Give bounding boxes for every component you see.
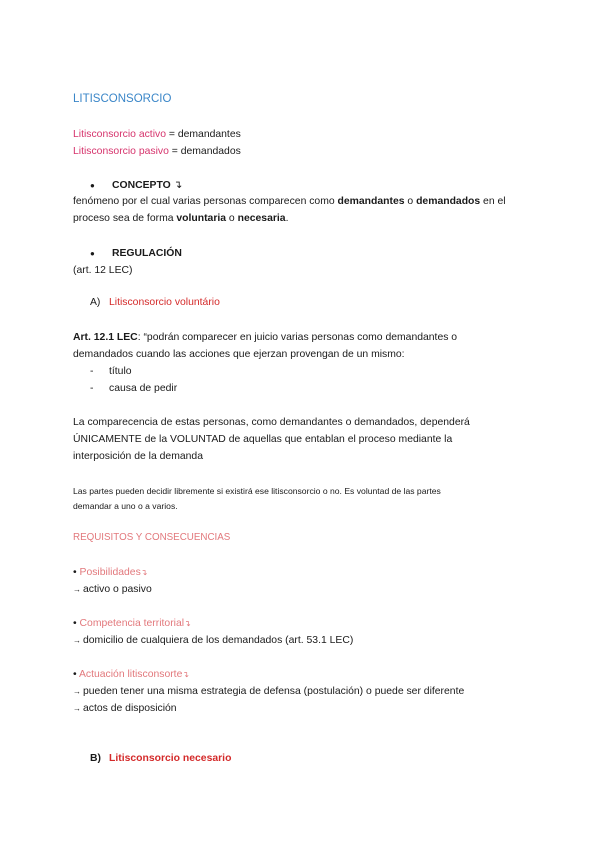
requisito-point-text: activo o pasivo — [83, 584, 152, 595]
bullet-icon: • — [73, 567, 77, 578]
requisito-title-text: Posibilidades — [79, 567, 141, 578]
text: . — [285, 213, 289, 224]
bullet-icon: ● — [90, 181, 95, 190]
section-a-title: Litisconsorcio voluntário — [109, 297, 220, 308]
active-term: Litisconsorcio activo — [73, 129, 166, 140]
requisito-title — [73, 566, 147, 579]
down-arrow-icon: ↴ — [140, 568, 148, 577]
requisito-title — [73, 668, 189, 681]
down-arrow-icon: ↴ — [182, 670, 190, 679]
active-line — [73, 128, 241, 141]
art-line-1 — [73, 331, 457, 344]
dash: - — [90, 366, 94, 377]
requisito-title-text: Actuación litisconsorte — [78, 669, 183, 680]
regulacion-heading — [90, 247, 182, 260]
concepto-heading — [90, 179, 182, 192]
text-bold: necesaria — [237, 213, 286, 224]
art-item — [90, 382, 177, 395]
text-bold: voluntaria — [176, 213, 227, 224]
section-b-letter: B) — [90, 753, 101, 764]
text: proceso sea de forma — [73, 213, 177, 224]
down-arrow-icon: ↴ — [184, 619, 191, 628]
comparecencia-line-1: La comparecencia de estas personas, como demandantes o demandados, dependerá — [73, 417, 470, 428]
active-def: = demandantes — [165, 129, 241, 140]
arrow-icon: → — [73, 636, 81, 645]
requisito-point — [73, 583, 152, 596]
text-bold: demandantes — [337, 196, 405, 207]
arrow-icon: → — [73, 687, 81, 696]
text: : “podrán comparecer en juicio varias personas como demandantes o — [137, 332, 458, 343]
art-item-text: causa de pedir — [109, 383, 178, 394]
arrow-icon: → — [73, 585, 81, 594]
requisito-point-text: actos de disposición — [83, 703, 177, 714]
requisito-point-text: domicilio de cualquiera de los demandados (art. 53.1 LEC) — [83, 635, 354, 646]
passive-def: = demandados — [168, 146, 241, 157]
passive-term: Litisconsorcio pasivo — [73, 146, 169, 157]
dash: - — [90, 383, 94, 394]
requisitos-heading: REQUISITOS Y CONSECUENCIAS — [73, 532, 231, 543]
requisito-point — [73, 634, 353, 647]
requisito-title-text: Competencia territorial — [79, 618, 185, 629]
text-bold: demandados — [416, 196, 481, 207]
requisito-point-text: pueden tener una misma estrategia de defensa (postulación) o puede ser diferente — [83, 686, 465, 697]
down-arrow-icon: ↴ — [173, 180, 183, 191]
text: o — [226, 213, 238, 224]
note-line-1: Las partes pueden decidir libremente si existirá ese litisconsorcio o no. Es voluntad de las partes — [73, 486, 441, 496]
text: fenómeno por el cual varias personas comparecen como — [73, 196, 338, 207]
regulacion-ref: (art. 12 LEC) — [73, 265, 133, 276]
text: en el — [480, 196, 506, 207]
note-line-2: demandar a uno o a varios. — [73, 501, 178, 511]
requisito-point — [73, 685, 464, 698]
section-a-heading — [90, 296, 220, 309]
requisito-point — [73, 702, 177, 715]
concepto-line-1 — [73, 195, 506, 208]
bullet-icon: • — [73, 618, 77, 629]
art-label: Art. 12.1 LEC — [73, 332, 138, 343]
regulacion-title: REGULACIÓN — [112, 248, 182, 259]
art-item — [90, 365, 132, 378]
requisito-title — [73, 617, 191, 630]
text: o — [404, 196, 417, 207]
bullet-icon: • — [73, 669, 77, 680]
art-item-text: título — [109, 366, 132, 377]
section-a-letter: A) — [90, 297, 101, 308]
art-line-2: demandados cuando las acciones que ejerzan provengan de un mismo: — [73, 349, 405, 360]
concepto-title: CONCEPTO — [112, 180, 171, 191]
passive-line — [73, 145, 241, 158]
section-b-heading — [90, 752, 231, 765]
comparecencia-line-3: interposición de la demanda — [73, 451, 203, 462]
comparecencia-line-2: ÚNICAMENTE de la VOLUNTAD de aquellas que entablan el proceso mediante la — [73, 434, 453, 445]
concepto-line-2 — [73, 212, 288, 225]
section-b-title: Litisconsorcio necesario — [109, 753, 232, 764]
page-title: LITISCONSORCIO — [73, 93, 172, 105]
arrow-icon: → — [73, 704, 81, 713]
bullet-icon: ● — [90, 249, 95, 258]
